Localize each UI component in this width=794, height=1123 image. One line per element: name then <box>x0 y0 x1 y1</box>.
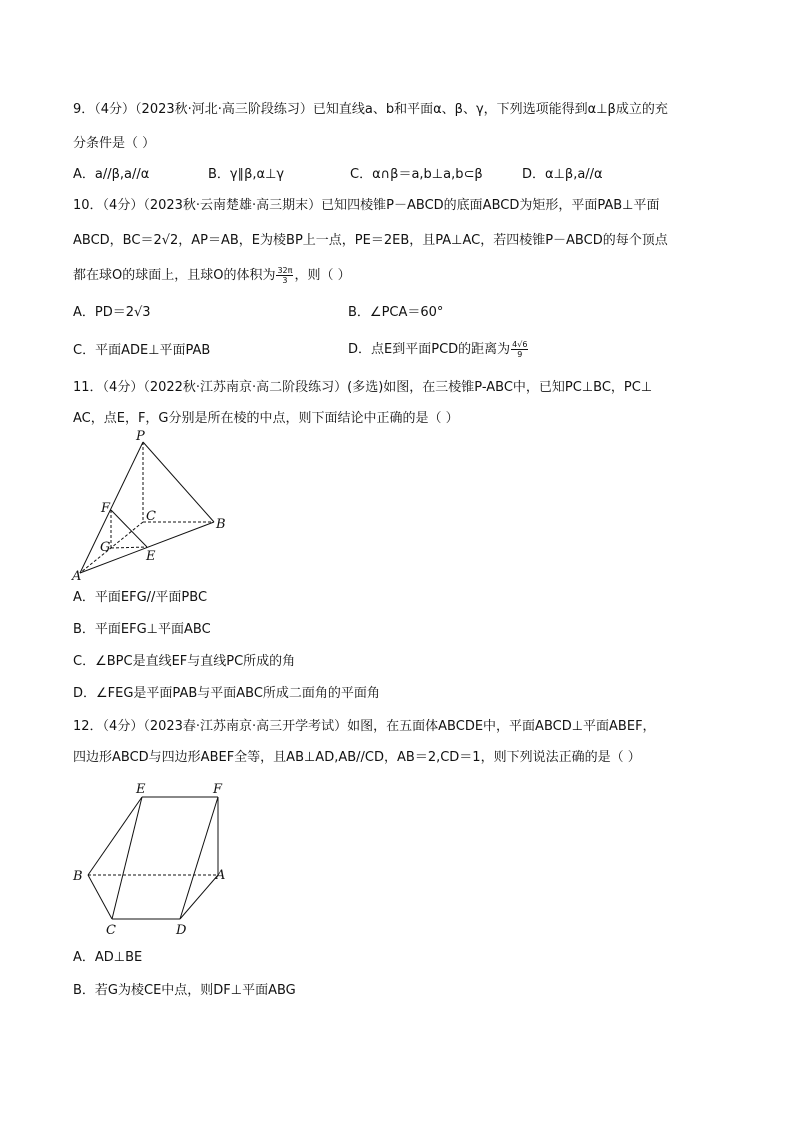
q9-option-b: B．γ∥β,α⊥γ <box>208 167 285 182</box>
label-G: G <box>100 540 111 555</box>
q10-stem-line3-text: 都在球O的球面上，且球O的体积为 <box>73 268 276 283</box>
edge-FD <box>180 797 218 919</box>
segment-GE <box>111 547 147 548</box>
q10-option-c: C．平面ADE⊥平面PAB <box>73 343 211 358</box>
q11-option-b: B．平面EFG⊥平面ABC <box>73 622 211 637</box>
q9-option-a: A．a//β,a//α <box>73 167 150 182</box>
edge-BC <box>88 875 112 919</box>
q10-option-d-text: D．点E到平面PCD的距离为 <box>348 342 511 357</box>
q10-stem-line3 <box>73 266 351 285</box>
q10-volume-numerator: 32π <box>277 266 293 275</box>
label-A: A <box>72 569 82 584</box>
q10-distance-numerator: 4√6 <box>512 340 528 349</box>
q9-stem-line2: 分条件是（ ） <box>73 136 156 151</box>
q11-option-d: D．∠FEG是平面PAB与平面ABC所成二面角的平面角 <box>73 686 380 701</box>
q9-option-c: C．α∩β＝a,b⊥a,b⊂β <box>350 167 483 182</box>
edge-EC <box>112 797 142 919</box>
q12-pentahedron-figure <box>70 778 240 938</box>
edge-DA <box>180 875 218 919</box>
q10-stem-line3-end: ，则（ ） <box>294 268 351 283</box>
label-D: D <box>176 923 187 938</box>
q11-stem-line1: 11．（4分）（2022秋·江苏南京·高二阶段练习）(多选)如图，在三棱锥P-ABC中，已知PC⊥BC，PC⊥ <box>73 380 653 395</box>
label-E: E <box>146 549 156 564</box>
q10-volume-denominator: 3 <box>282 276 288 285</box>
edge-PA <box>80 442 143 573</box>
label-E: E <box>136 782 146 797</box>
label-F: F <box>213 782 223 797</box>
label-B: B <box>73 869 83 884</box>
q12-stem-line1: 12．（4分）（2023春·江苏南京·高三开学考试）如图，在五面体ABCDE中，平面ABCD⊥平面ABEF， <box>73 719 656 734</box>
q11-stem-line2: AC，点E，F，G分别是所在棱的中点，则下面结论中正确的是（ ） <box>73 411 459 426</box>
q12-stem-line2: 四边形ABCD与四边形ABEF全等，且AB⊥AD,AB//CD，AB＝2,CD＝1，则下列说法正确的是（ ） <box>73 750 641 765</box>
q10-stem-line2: ABCD，BC＝2√2，AP＝AB，E为棱BP上一点，PE＝2EB，且PA⊥AC，若四棱锥P－ABCD的每个顶点 <box>73 233 668 248</box>
segment-FE <box>111 510 147 547</box>
q10-volume-fraction <box>276 266 293 285</box>
label-P: P <box>136 429 145 444</box>
q12-option-b: B．若G为棱CE中点，则DF⊥平面ABG <box>73 983 296 998</box>
label-C: C <box>146 509 156 524</box>
edge-EB <box>88 797 142 875</box>
q11-option-c: C．∠BPC是直线EF与直线PC所成的角 <box>73 654 296 669</box>
q10-distance-denominator: 9 <box>517 350 523 359</box>
q10-distance-fraction <box>511 340 528 359</box>
label-B: B <box>216 517 226 532</box>
label-C: C <box>106 923 116 938</box>
label-A: A <box>216 868 226 883</box>
q9-option-d: D．α⊥β,a//α <box>522 167 603 182</box>
q10-option-d <box>348 340 529 359</box>
q12-option-a: A．AD⊥BE <box>73 950 143 965</box>
q11-option-a: A．平面EFG//平面PBC <box>73 590 208 605</box>
q10-stem-line1: 10．（4分）（2023秋·云南楚雄·高三期末）已知四棱锥P－ABCD的底面ABCD为矩形，平面PAB⊥平面 <box>73 198 660 213</box>
q11-pyramid-figure <box>68 430 238 585</box>
q9-stem-line1: 9．（4分）（2023秋·河北·高三阶段练习）已知直线a、b和平面α、β、γ，下列选项能得到α⊥β成立的充 <box>73 102 668 117</box>
q10-option-b: B．∠PCA＝60° <box>348 305 444 320</box>
label-F: F <box>101 501 111 516</box>
q10-option-a: A．PD＝2√3 <box>73 305 151 320</box>
